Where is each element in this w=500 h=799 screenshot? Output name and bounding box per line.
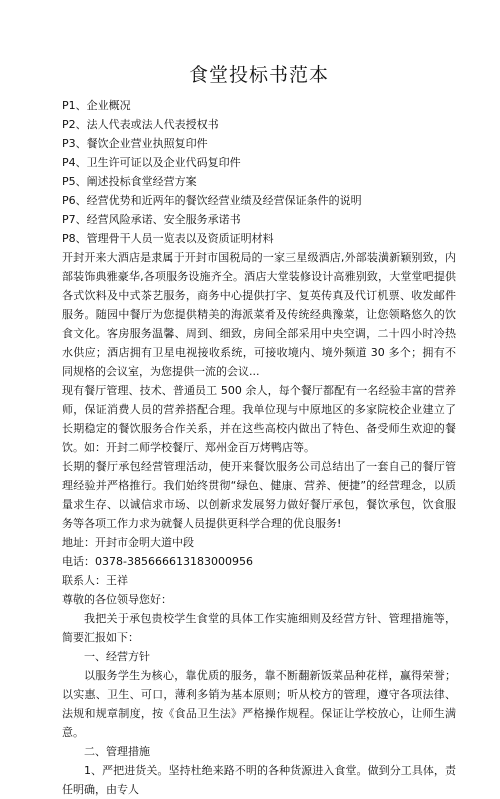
toc-item: P8、管理骨干人员一览表以及资质证明材料 — [62, 232, 274, 245]
toc-item: P2、法人代表或法人代表授权书 — [62, 118, 219, 131]
toc-item: P6、经营优势和近两年的餐饮经营业绩及经营保证条件的说明 — [62, 194, 362, 207]
greeting-line: 尊敬的各位领导您好： — [62, 593, 172, 606]
toc-item: P7、经营风险承诺、安全服务承诺书 — [62, 213, 241, 226]
management-experience-paragraph: 长期的餐厅承包经营管理活动，使开来餐饮服务公司总结出了一套自己的餐厅管理经验并严格推行。我们始终贯彻“绿色、健康、营养、便捷”的经营理念，以质量求生存、以诚信求市场、以创新求发展努力做好餐厅承包，餐饮承包，饮食服务等各项工作力求为就餐人员提供更科学合理的优良服务! — [62, 460, 456, 530]
toc-item: P4、卫生许可证以及企业代码复印件 — [62, 156, 241, 169]
section-heading: 一、经营方针 — [84, 650, 150, 663]
intro-paragraph: 我把关于承包贵校学生食堂的具体工作实施细则及经营方针、管理措施等，简要汇报如下： — [62, 612, 456, 644]
contact-line: 联系人：王祥 — [62, 574, 128, 587]
toc-item: P5、阐述投标食堂经营方案 — [62, 175, 197, 188]
toc-item: P3、餐饮企业营业执照复印件 — [62, 137, 208, 150]
phone-line: 电话：0378-385666613183000956 — [62, 555, 253, 568]
section-heading: 二、管理措施 — [84, 745, 150, 758]
table-of-contents — [62, 96, 456, 248]
document-title: 食堂投标书范本 — [188, 64, 329, 86]
business-policy-paragraph: 以服务学生为核心，靠优质的服务，靠不断翻新饭菜品种花样，赢得荣誉；以实惠、卫生、可口，薄利多销为基本原则；听从校方的管理，遵守各项法律、法规和规章制度，按《食品卫生法》严格操作规程。保证让学校放心，让师生满意。 — [62, 669, 456, 739]
address-line: 地址：开封市金明大道中段 — [62, 536, 194, 549]
management-measure-item: 1、严把进货关。坚持杜绝来路不明的各种货源进入食堂。做到分工具体，责任明确，由专人 — [62, 764, 456, 796]
staff-paragraph: 现有餐厅管理、技术、普通员工 500 余人，每个餐厅都配有一名经验丰富的营养师，保证消费人员的营养搭配合理。我单位现与中原地区的多家院校企业建立了长期稳定的餐饮服务合作关系，并在这些高校内做出了特色、备受师生欢迎的餐饮。如：开封二师学校餐厅、郑州金百万烤鸭店等。 — [62, 384, 456, 454]
company-overview-paragraph: 开封开来大酒店是隶属于开封市国税局的一家三星级酒店,外部装潢新颖别致，内部装饰典雅豪华,各项服务设施齐全。酒店大堂装修设计高雅别致，大堂堂吧提供各式饮料及中式茶艺服务，商务中心提供打字、复英传真及代订机票、收发邮件服务。随园中餐厅为您提供精美的海派菜肴及传统经典豫菜，让您领略悠久的饮食文化。客房服务温馨、周到、细致，房间全部采用中央空调，二十四小时冷热水供应；酒店拥有卫星电视接收系统，可接收境内、境外频道 30 多个；拥有不同规格的会议室，为您提供一流的会议... — [62, 251, 456, 378]
toc-item: P1、企业概况 — [62, 99, 131, 112]
